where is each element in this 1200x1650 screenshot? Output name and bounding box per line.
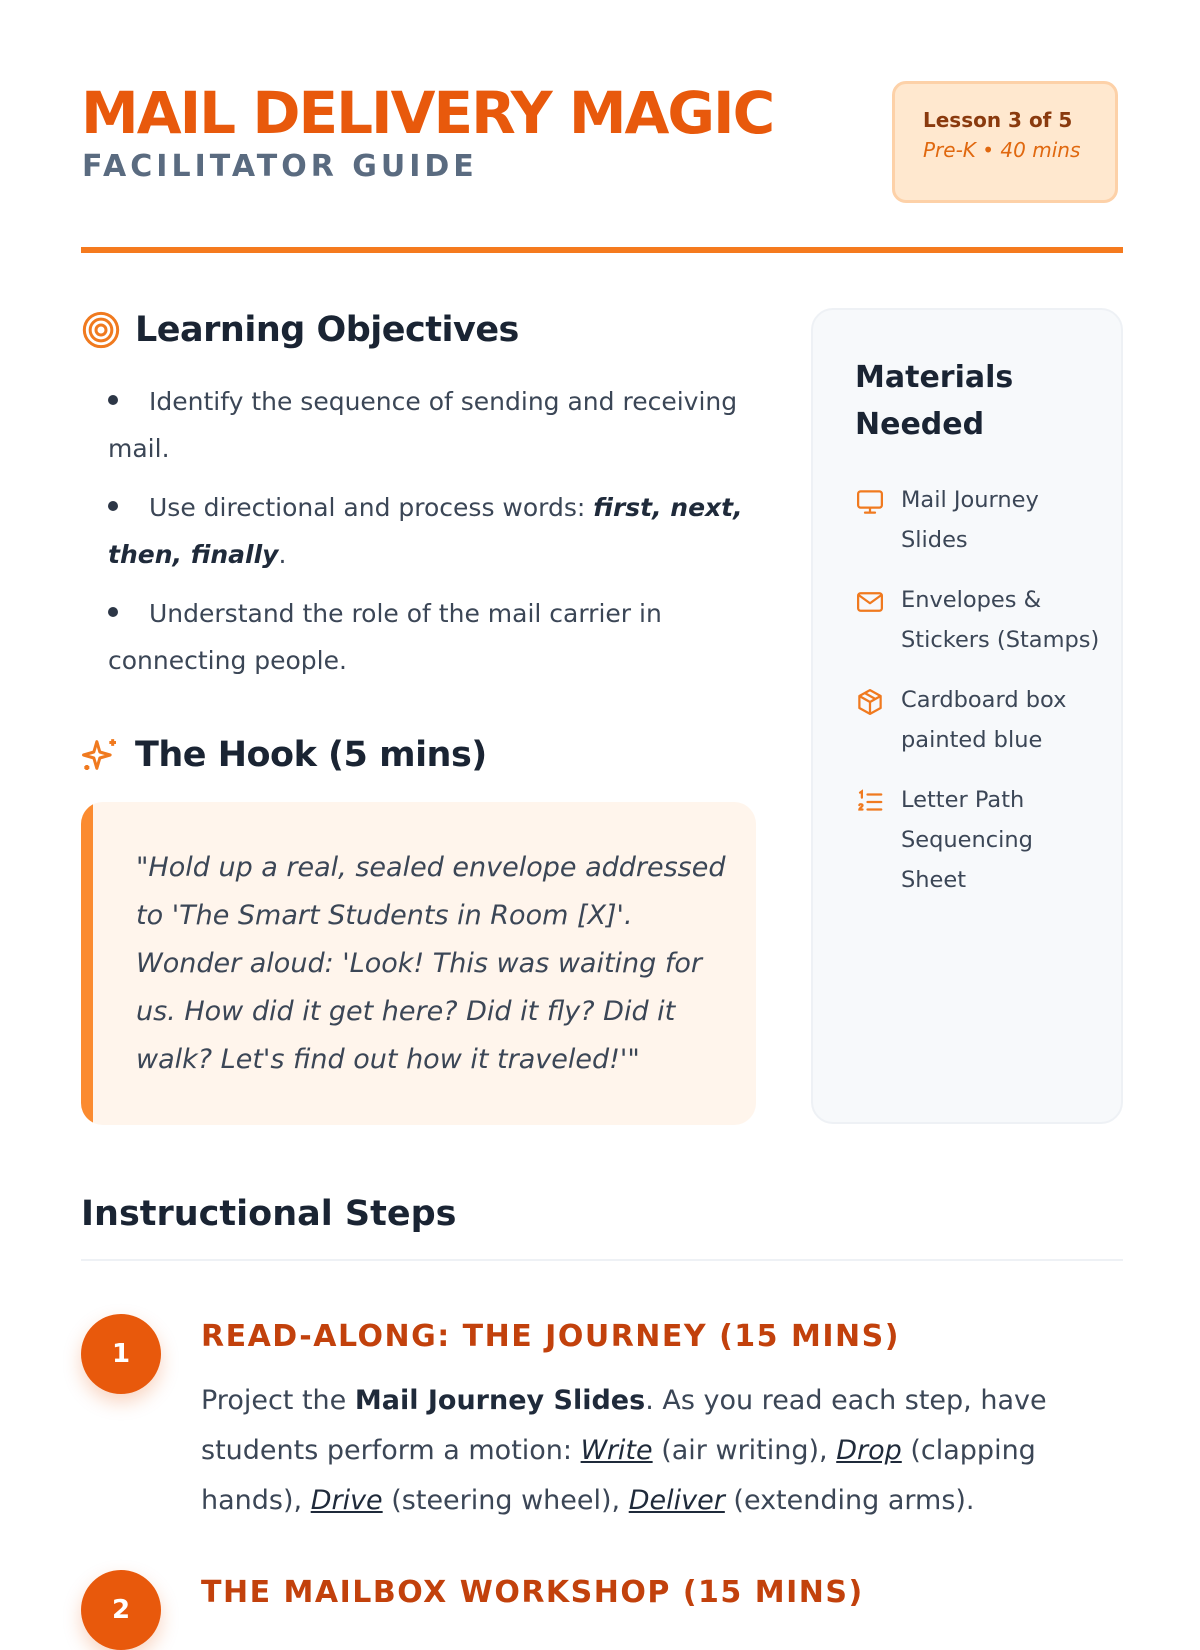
list-item: Use directional and process words: first, next, then, finally. xyxy=(108,493,743,569)
motion-word: Write xyxy=(580,1435,653,1466)
motion-word: Drop xyxy=(836,1435,902,1466)
slides-reference: Mail Journey Slides xyxy=(354,1385,646,1416)
page-title: MAIL DELIVERY MAGIC xyxy=(81,79,774,147)
steps-divider xyxy=(81,1259,1123,1261)
steps-title: Instructional Steps xyxy=(81,1194,457,1234)
lesson-badge xyxy=(892,81,1118,203)
step-number-badge: 1 xyxy=(81,1314,161,1394)
list-ordered-icon xyxy=(855,787,885,817)
bullet xyxy=(108,395,118,405)
motion-word: Drive xyxy=(310,1485,383,1516)
bullet xyxy=(108,607,118,617)
step-title: READ-ALONG: THE JOURNEY (15 MINS) xyxy=(201,1319,900,1354)
materials-panel xyxy=(811,308,1123,1124)
process-words: first, next, then, finally xyxy=(108,493,743,569)
lesson-meta: Pre-K • 40 mins xyxy=(923,138,1081,162)
mail-icon xyxy=(855,587,885,617)
list-item: Cardboard box painted blue xyxy=(855,680,1105,760)
header-divider xyxy=(81,247,1123,253)
lesson-number: Lesson 3 of 5 xyxy=(923,108,1073,132)
materials-title: Materials Needed xyxy=(855,360,1014,442)
list-item: Mail Journey Slides xyxy=(855,480,1105,560)
hook-callout xyxy=(81,802,756,1125)
objectives-heading xyxy=(81,310,519,350)
monitor-icon xyxy=(855,487,885,517)
sparkles-icon xyxy=(81,735,121,775)
list-item: Envelopes & Stickers (Stamps) xyxy=(855,580,1105,660)
list-item: Understand the role of the mail carrier in connecting people. xyxy=(108,599,662,675)
step-title: THE MAILBOX WORKSHOP (15 MINS) xyxy=(201,1575,864,1610)
list-item: Identify the sequence of sending and receiving mail. xyxy=(108,387,738,463)
hook-title: The Hook (5 mins) xyxy=(135,734,487,775)
box-icon xyxy=(855,687,885,717)
hook-quote: "Hold up a real, sealed envelope addressed to 'The Smart Students in Room [X]'. Wonder aloud: 'Look! This was waiting for us. How did it get here? Did it fly? Did it walk? Let's find out how it traveled!'" xyxy=(136,852,726,1075)
bullet xyxy=(108,501,118,511)
step-number-badge: 2 xyxy=(81,1570,161,1650)
hook-heading xyxy=(81,735,487,775)
materials-list xyxy=(855,480,1105,920)
objectives-title: Learning Objectives xyxy=(135,309,519,350)
callout-accent-bar xyxy=(81,802,93,1125)
page-subtitle: FACILITATOR GUIDE xyxy=(82,149,478,184)
list-item: Letter Path Sequencing Sheet xyxy=(855,780,1105,900)
target-icon xyxy=(81,310,121,350)
motion-word: Deliver xyxy=(628,1485,725,1516)
step-body: Project the Mail Journey Slides. As you read each step, have students perform a motion: Write (air writing), Drop (clapping hands), Drive (steering wheel), Deliver (extending arms). xyxy=(201,1385,1047,1516)
objectives-list xyxy=(108,378,748,696)
